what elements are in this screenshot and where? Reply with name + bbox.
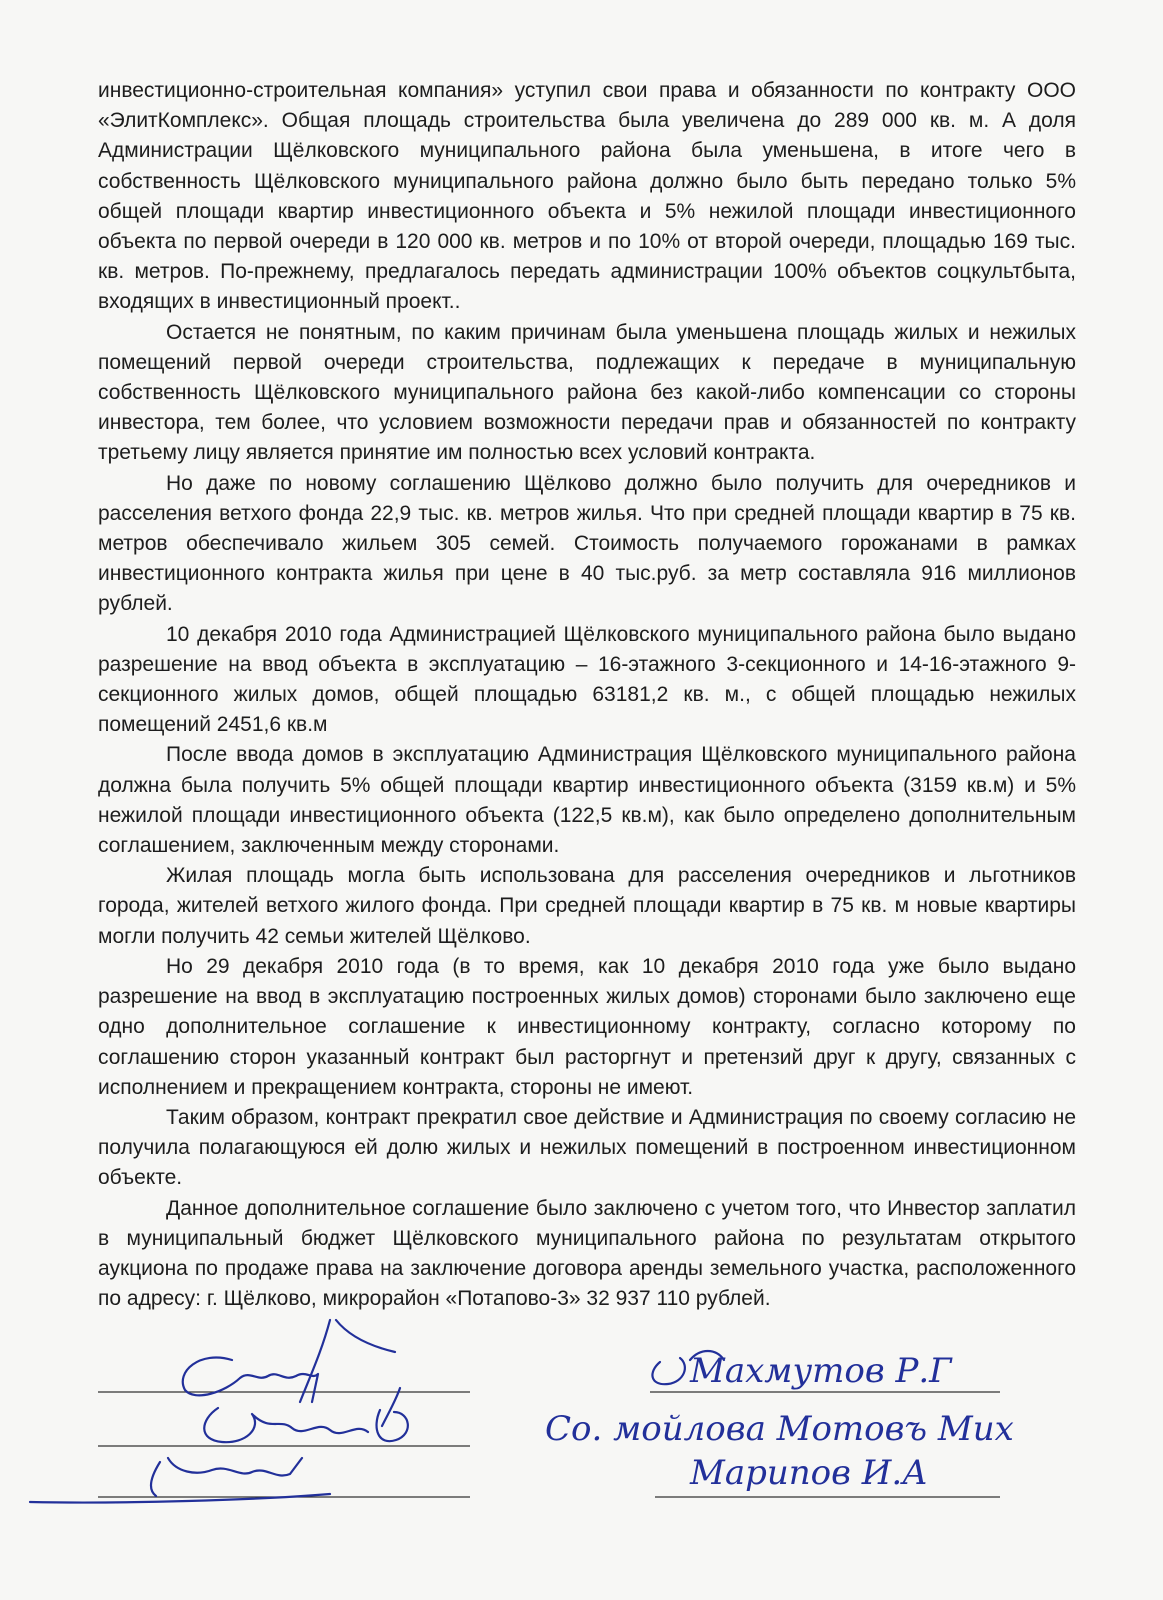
paragraph: инвестиционно-строительная компания» уступил свои права и обязанности по контракту ООО «ЭлитКомплекс». Общая площадь строительства была увеличена до 289 000 кв. м. А доля Администрации Щёлковского муниципального района была уменьшена, в итоге чего в собственность Щёлковского муниципального района должно было быть передано только 5% общей площади квартир инвестиционного объекта и 5% нежилой площади инвестиционного объекта по первой очереди в 120 000 кв. метров и по 10% от второй очереди, площадью 169 тыс. кв. метров. По-прежнему, предлагалось передать администрации 100% объектов соцкультбыта, входящих в инвестиционный проект.. [98,79,1076,314]
signature-mark [204,1388,408,1442]
paragraph: Но 29 декабря 2010 года (в то время, как 10 декабря 2010 года уже было выдано разрешение на ввод в эксплуатацию построенных жилых домов) сторонами было заключено еще одно дополнительное соглашение к инвестиционному контракту, согласно которому по соглашению сторон указанный контракт был расторгнут и претензий друг к другу, связанных с исполнением и прекращением контракта, стороны не имеют. [98,954,1076,1099]
signature-mark [183,1320,395,1402]
document-body [98,76,1076,1314]
paragraph: Данное дополнительное соглашение было заключено с учетом того, что Инвестор заплатил в муниципальный бюджет Щёлковского муниципального района по результатам открытого аукциона по продаже права на заключение договора аренды земельного участка, расположенного по адресу: г. Щёлково, микрорайон «Потапово-3» 32 937 110 рублей. [98,1196,1076,1311]
paragraph: 10 декабря 2010 года Администрацией Щёлковского муниципального района было выдано разрешение на ввод объекта в эксплуатацию – 16-этажного 3-секционного и 14-16-этажного 9-секционного жилых домов, общей площадью 63181,2 кв. м., с общей площадью нежилых помещений 2451,6 кв.м [98,622,1076,737]
signature-mark [30,1458,330,1503]
paragraph: Жилая площадь могла быть использована для расселения очередников и льготников города, жителей ветхого жилого фонда. При средней площади квартир в 75 кв. м новые квартиры могли получить 42 семьи жителей Щёлково. [98,864,1076,948]
paragraph: Но даже по новому соглашению Щёлково должно было получить для очередников и расселения ветхого фонда 22,9 тыс. кв. метров жилья. Что при средней площади квартир в 75 кв. метров обеспечивало жильем 305 семей. Стоимость получаемого горожанами в рамках инвестиционного контракта жилья при цене в 40 тыс.руб. за метр составляла 916 миллионов рублей. [98,471,1076,616]
signature-text: Махмутов Р.Г [690,1351,952,1391]
paragraph: Таким образом, контракт прекратил свое действие и Администрация по своему согласию не получила полагающуюся ей долю жилых и нежилых помещений в построенном инвестиционном объекте. [98,1105,1076,1190]
signature-text: Марипов И.А [690,1453,928,1493]
paragraph: После ввода домов в эксплуатацию Администрация Щёлковского муниципального района должна была получить 5% общей площади квартир инвестиционного объекта (3159 кв.м) и 5% нежилой площади инвестиционного объекта (122,5 кв.м), как было определено дополнительным соглашением, заключенным между сторонами. [98,743,1076,858]
signature-text: Со. мойлова Мотовъ Мих [545,1409,1014,1449]
paragraph: Остается не понятным, по каким причинам была уменьшена площадь жилых и нежилых помещений первой очереди строительства, подлежащих к передаче в муниципальную собственность Щёлковского муниципального района без какой-либо компенсации со стороны инвестора, тем более, что условием возможности передачи прав и обязанностей по контракту третьему лицу является принятие им полностью всех условий контракта. [98,320,1076,465]
signature-mark [652,1351,724,1384]
